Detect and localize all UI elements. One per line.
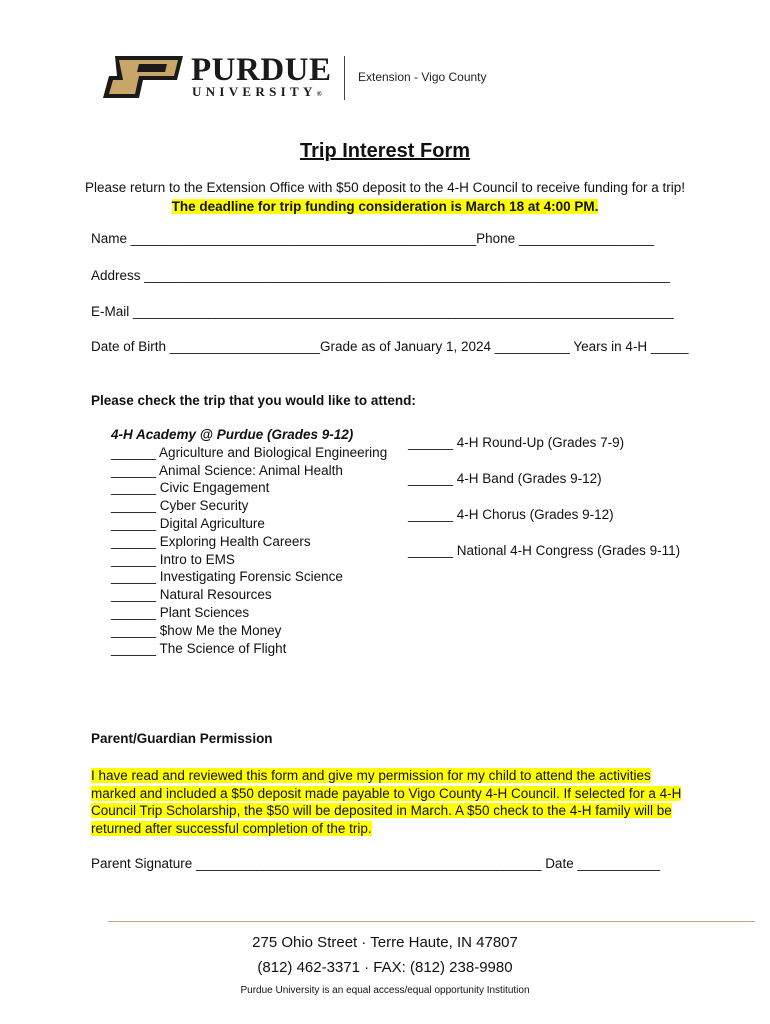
- list-item[interactable]: ______ Investigating Forensic Science: [111, 569, 343, 585]
- list-item[interactable]: ______ 4-H Band (Grades 9-12): [408, 471, 602, 486]
- logo-wordmark-purdue: PURDUE: [191, 52, 332, 88]
- extension-unit-label: Extension - Vigo County: [358, 70, 487, 84]
- footer-address: 275 Ohio Street · Terre Haute, IN 47807: [252, 934, 518, 951]
- footer-phone: (812) 462-3371 · FAX: (812) 238-9980: [257, 959, 513, 976]
- dob-grade-years-field[interactable]: Date of Birth ____________________Grade as of January 1, 2024 __________ Years in 4-H _____: [91, 339, 689, 354]
- list-item[interactable]: ______ Exploring Health Careers: [111, 533, 311, 549]
- list-item[interactable]: ______ Animal Science: Animal Health: [111, 462, 343, 478]
- purdue-p-logo-icon: [103, 56, 185, 98]
- logo-divider: [344, 56, 345, 100]
- list-item[interactable]: ______ Cyber Security: [111, 498, 249, 514]
- list-item[interactable]: ______ Agriculture and Biological Engineering: [111, 444, 388, 460]
- name-phone-field[interactable]: Name ______________________________________________Phone __________________: [91, 231, 655, 246]
- address-field[interactable]: Address ______________________________________________________________________: [91, 268, 670, 283]
- deadline-notice: The deadline for trip funding consideration is March 18 at 4:00 PM.: [171, 199, 599, 214]
- trip-prompt: Please check the trip that you would like to attend:: [91, 393, 416, 408]
- form-instruction: Please return to the Extension Office with $50 deposit to the 4-H Council to receive funding for a trip!: [84, 180, 686, 195]
- permission-text: [91, 767, 691, 837]
- email-field[interactable]: E-Mail ________________________________________________________________________: [91, 304, 674, 319]
- list-item[interactable]: ______ Intro to EMS: [111, 551, 235, 567]
- deadline-notice-wrap: [0, 198, 770, 216]
- list-item[interactable]: ______ Plant Sciences: [111, 604, 250, 620]
- list-item[interactable]: ______ National 4-H Congress (Grades 9-11): [408, 543, 681, 558]
- list-item[interactable]: ______ 4-H Round-Up (Grades 7-9): [408, 435, 625, 450]
- parent-signature-field[interactable]: Parent Signature ______________________________________________ Date ___________: [91, 856, 661, 871]
- logo-wordmark-university: UNIVERSITY®: [192, 84, 322, 99]
- list-item[interactable]: ______ Digital Agriculture: [111, 515, 265, 531]
- academy-heading: 4-H Academy @ Purdue (Grades 9-12): [111, 427, 354, 442]
- other-trips-list: [408, 435, 680, 579]
- permission-text-highlight: I have read and reviewed this form and give my permission for my child to attend the activities marked and included a $50 deposit made payable to Vigo County 4-H Council. If selected for a 4-H Council Trip Scholarship, the $50 will be deposited in March. A $50 check to the 4-H family will be returned after successful completion of the trip.: [91, 768, 682, 836]
- list-item[interactable]: ______ Civic Engagement: [111, 480, 270, 496]
- permission-heading: Parent/Guardian Permission: [91, 731, 273, 746]
- list-item[interactable]: ______ $how Me the Money: [111, 622, 282, 638]
- list-item[interactable]: ______ 4-H Chorus (Grades 9-12): [408, 507, 614, 522]
- purdue-logo: [103, 52, 487, 102]
- list-item[interactable]: ______ The Science of Flight: [111, 640, 287, 656]
- footer-divider: [108, 921, 755, 922]
- form-title: Trip Interest Form: [299, 140, 471, 162]
- academy-list: [111, 426, 387, 657]
- list-item[interactable]: ______ Natural Resources: [111, 587, 272, 603]
- footer-notice: Purdue University is an equal access/equal opportunity Institution: [240, 985, 530, 996]
